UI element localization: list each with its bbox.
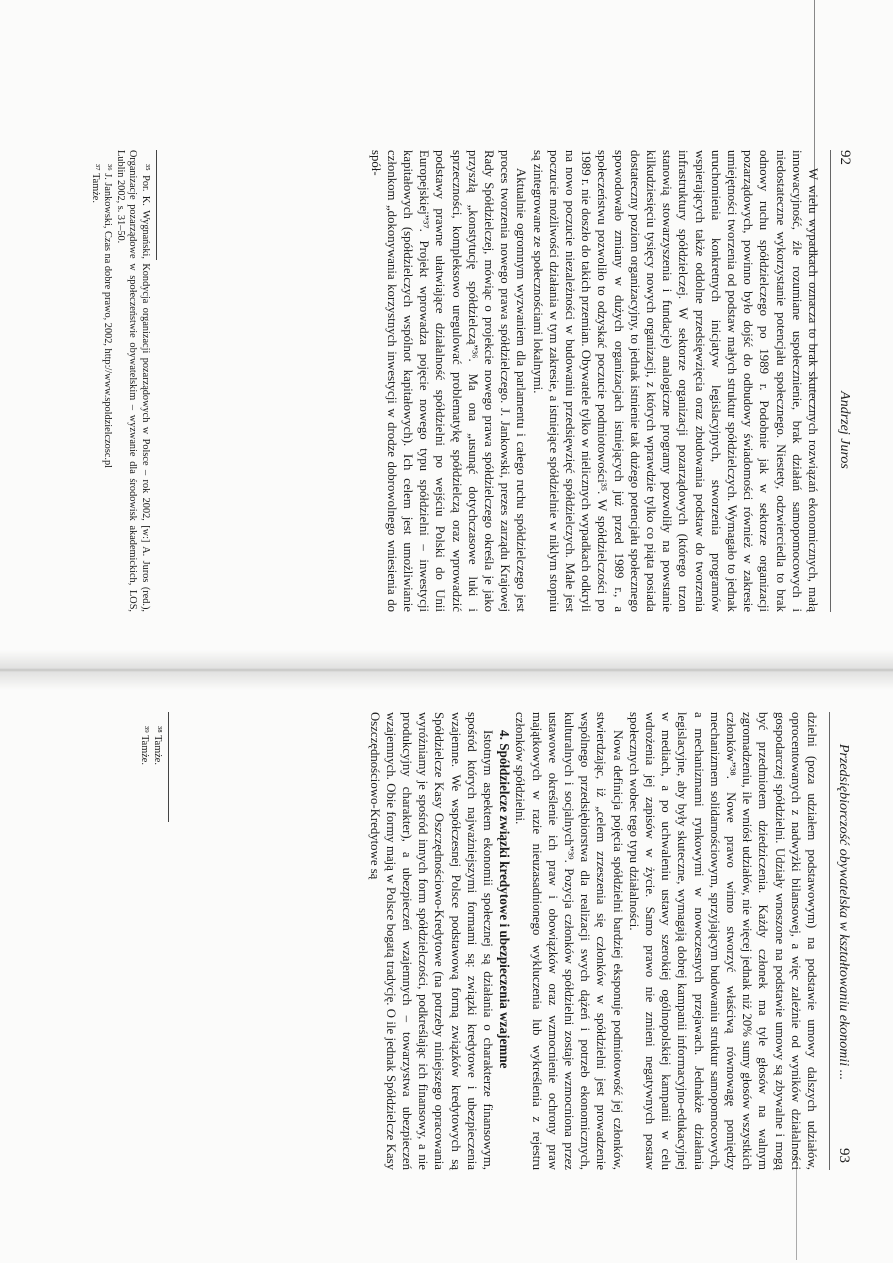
right-page-text (366, 712, 820, 1170)
footnote-39: ³⁹ Tamże. (139, 726, 151, 765)
left-footnotes (88, 150, 151, 612)
right-footnotes (138, 712, 163, 1170)
left-page-text (367, 150, 821, 612)
header-rule-right (829, 712, 830, 1170)
paragraph: Istotnym aspektem ekonomii społecznej są działania o charakterze finansowym, spośród których najważniejszymi formami są: związki kredytowe i ubezpieczenia wzajemne. We współczesnej Polsce podstawową formą związków kredytowych są Spółdzielcze Kasy Oszczędnościowo-Kredytowe (na potrzeby niniejszego opracowania wyróżniamy je spośród innych form spółdzielczości, podkreślając ich finansowy, a nie produkcyjny charakter), a ubezpieczeń wzajemnych – towarzystwa ubezpieczeń wzajemnych. Obie formy mają w Polsce bogatą tradycję. O ile jednak Spółdzielcze Kasy Oszczędnościowo-Kredytowe są (367, 712, 495, 1170)
section-heading: 4. Spółdzielcze związki kredytowe i ubezpieczenia wzajemne (497, 730, 513, 1069)
footnote-37: ³⁷ Tamże. (89, 164, 101, 203)
footnote-38: ³⁸ Tamże. (152, 726, 163, 765)
header-rule-left (830, 150, 831, 612)
running-head-right: Przedsiębiorczość obywatelska w kształtowaniu ekonomii ... (836, 743, 851, 1081)
footnote-35: ³⁵ Por. K. Wygnański, Kondycja organizacji pozarządowych w Polsce – rok 2002, [w:] A. Juros (red.), Organizacje pozarządowe w społeczeństwie obywatelskim – wyzwanie dla środowisk akademickich, LOS, Lublin 2002, s. 31–50. (114, 150, 151, 612)
book-gutter (0, 650, 893, 690)
paragraph: W wielu wypadkach oznacza to brak skutecznych rozwiązań ekonomicznych, małą innowacyjność, źle rozumiane uspołecznienie, brak działań samopomocowych i niedostateczne wykorzystanie potencjału społecznego. Niestety, odzwierciedla to brak odnowy ruchu spółdzielczego po 1989 r. Podobnie jak w sektorze organizacji pozarządowych, powinno było dojść do odbudowy świadomości również w zakresie umiejętności tworzenia od podstaw małych struktur spółdzielczych. Wymagało to jednak uruchomienia konkretnych inicjatyw legislacyjnych, stworzenia programów wspierających także oddolne przedsięwzięcia oraz zbudowania podstaw do tworzenia infrastruktury spółdzielczej. W sektorze organizacji pozarządowych (którego trzon stanowią stowarzyszenia i fundacje) analogiczne programy pozwoliły na powstanie kilkudziesięciu tysięcy nowych organizacji, z których wprawdzie tylko co piąta posiada dostateczny poziom organizacyjny, to jednak istnienie tak dużego potencjału społecznego spowodowało zmiany w dużych organizacjach istniejących już przed 1989 r., a społeczeństwu pozwoliło to odzyskać poczucie podmiotowości³⁵. W spółdzielczości po 1989 r. nie doszło do takich przemian. Obywatele tylko w nielicznych wypadkach odkryli na nowo poczucie niezależności w budowaniu przedsięwzięć spółdzielczych. Małe jest poczucie możliwości działania w tym zakresie, a istniejące spółdzielnie w niklym stopniu są zintegrowane ze społecznościami lokalnymi. (530, 150, 820, 612)
page-number-right: 93 (836, 1148, 852, 1163)
footnote-36: ³⁶ J. Jankowski, Czas na dobre prawo, 2002, http://www.spoldzielczosc.pl (102, 164, 114, 468)
paragraph: Aktualnie ogromnym wyzwaniem dla parlamentu i całego ruchu spółdzielczego jest proces tworzenia nowego prawa spółdzielczego. J. Jankowski, prezes zarządu Krajowej Rady Spółdzielczej, mówiąc o projekcie nowego prawa spółdzielczego określa je jako przyszłą „konstytucję spółdzielczą”³⁶. Ma ona „usunąć dotychczasowe luki i sprzeczności, kompleksowo uregulować problematykę spółdzielczą oraz wprowadzić podstawy prawne ułatwiające działalność spółdzielni po wejściu Polski do Unii Europejskiej”³⁷. Projekt wprowadza pojęcie nowego typu spółdzielni – inwestycji kapitałowych (spółdzielczych wspólnot kapitałowych). Ich celem jest umożliwianie członkom „dokonywania korzystnych inwestycji w drodze dobrowolnego wniesienia do spół- (368, 150, 529, 612)
paragraph: dzielni (poza udziałem podstawowym) na podstawie umowy dalszych udziałów, oprocentowanych z nadwyżki bilansowej, a więc zależnie od wyników działalności gospodarczej spółdzielni. Udziały wnoszone na podstawie umowy są zbywalne i mogą być przedmiotem dziedziczenia. Każdy członek ma tyle głosów na walnym zgromadzeniu, ile wniósł udziałów, nie więcej jednak niż 20% sumy głosów wszystkich członków”³⁸. Nowe prawo winno stworzyć właściwą równowagę pomiędzy mechanizmem solidarnościowym, sprzyjającym budowaniu struktur samopomocowych, a mechanizmami rynkowymi w nowoczesnych przejawach. Jednakże działania legislacyjne, aby były skuteczne, wymagają dobrej kampanii informacyjno-edukacyjnej w mediach, a po uchwaleniu ustawy szerokiej ogólnopolskiej kampanii w celu wdrożenia jej zapisów w życie. Samo prawo nie zmieni negatywnych postaw społecznych wobec tego typu działalności. (626, 712, 819, 1170)
running-head-left: Andrzej Juros (837, 391, 852, 469)
footnote-rule-right (168, 712, 169, 822)
footnote-rule-left (156, 150, 157, 260)
paragraph: Nowa definicja pojęcia spółdzielni bardziej eksponuje podmiotowość jej członków, stwierdzając, iż „celem zrzeszenia się członków w spółdzielni jest prowadzenie wspólnego przedsiębiorstwa dla realizacji swych dążeń i potrzeb ekonomicznych, kulturalnych i socjalnych”³⁹. Pozycja członków spółdzielni zostaje wzmocniona przez ustawowe określenie ich praw i obowiązków oraz wzmocnienie ochrony praw majątkowych w razie nieuzasadnionego wykluczenia lub wykreślenia z rejestru członków spółdzielni. (513, 712, 625, 1170)
page-number-left: 92 (837, 150, 853, 165)
